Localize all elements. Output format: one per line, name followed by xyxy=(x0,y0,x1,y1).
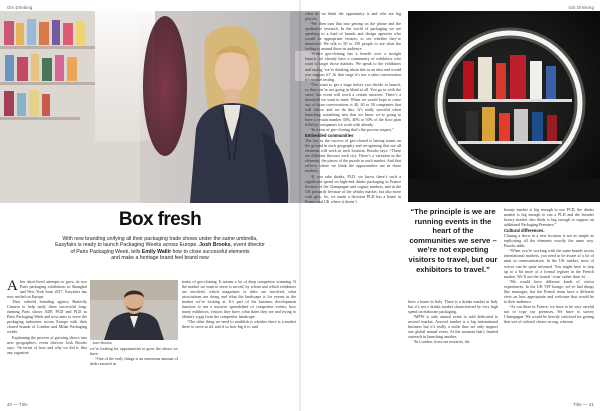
portrait-caption: Josh Brooks xyxy=(92,341,112,345)
right-running-head: Gin Drinking xyxy=(568,5,594,10)
col4-paragraph-6: The key to the success of geo-cloned is having teams on the ground in each geography and recognising that not all elements will work in each location, Brooks says: “These are different flavours each city. There’s a variation in the elements, the pieces of the puzzle in each market. And that reflects where we think the opportunities are in those markets. xyxy=(305,138,401,174)
standfirst-line2a: Easyfairs is ready to launch Packaging Weeks across Europe. xyxy=(55,242,200,249)
col4-paragraph-7: “If you take drinks, PLD, we know there’s such a significant spend on high-end drinks packaging in France because of the Champagne and cognac markets, and in the UK primarily because of the whisky market, but also more craft gins. So, we made a decision PLD has a home in France and UK where it doesn’t xyxy=(305,173,401,204)
col1-paragraph-3: Explaining the process of growing shows into new geographies, event director Josh Brooks says: “In terms of how and why we did it, like any organiser xyxy=(7,334,87,355)
standfirst-line3a: of Paris Packaging Week, tells xyxy=(70,248,142,255)
portrait-photo-josh-brooks xyxy=(90,280,178,340)
col3-paragraph-2: “The other thing we need to establish is whether there is a market there to serve at all, and if so how big it is, and xyxy=(182,319,296,330)
col6-paragraph-3: “When you’re working with the same brands across international markets, you need to be aware of a lot of mini in communication. In the UK market, most of voices can be quite informal. You might have to step up to a bit more of a formal register in the French market. We’ll use the formal ‘vous’ rather than ‘tu’. xyxy=(504,248,594,279)
standfirst-line3b: how to close successful elements xyxy=(171,248,250,255)
drop-cap: A xyxy=(7,279,18,294)
left-page-number: 40 — Title xyxy=(7,402,28,407)
col3-paragraph-1: terms of geo-cloning. It means a lot of deep competitor scanning. If the market we want to serve is served, by whom and which exhibitors are involved, which magazines or titles are involved, what associations are doing and what the landscape is for events in the market we’re looking at. It’s part of the business development function to run a massive spreadsheet of competitor events, how many exhibitors, visitors they have, what dates they are and trying to identify a gap from the competitor landscape. xyxy=(182,279,296,320)
display-photo-illuminated-products xyxy=(408,11,600,202)
col6-paragraph-4: “We would have different kinds of visitor experiences. In the UK VIP lounge, we’ve had things like massages, but the French team have a different view on how appropriate and welcome that would be to their audience. xyxy=(504,278,594,304)
pull-quote: “The principle is we are running events in the heart of the communities we serve – we’re not expecting visitors to travel, but our exhibitors to travel.” xyxy=(408,207,498,274)
body-column-6 xyxy=(504,207,594,399)
col2-paragraph-1: we’re looking for opportunities to grow the shows we have. xyxy=(90,346,178,357)
col6-paragraph-5: “As out there in France, we have to be very careful not to copy our premises. We have to survey Champagne. We would be heavily criticised for getting that sort of cultural choice wrong, whereas xyxy=(504,303,594,325)
body-column-3 xyxy=(182,279,296,399)
subheading-embedded-communities: Embedded communities xyxy=(305,133,354,139)
body-column-5 xyxy=(408,299,498,399)
col4-paragraph-1: what do we think the opportunity is and who are big players. xyxy=(305,11,401,22)
left-running-head: Gin Drinking xyxy=(7,5,33,10)
col5-paragraph-1: have a home in Italy. There is a drinks market in Italy but it’s not a drinks market characterised by very high spend on elaborate packaging. xyxy=(408,299,498,315)
col5-paragraph-2: “MPW is only annual event to sold dedicated to aerosol market. Aerosol market is a big international business but it’s really a niche thus we only support one global annual event. At the moment that’s limited outreach in launching another. xyxy=(408,314,498,340)
col4-paragraph-5: “In terms of geo-cloning that’s the process respect.” xyxy=(310,127,395,133)
standfirst-name-emily: Emily Wallir xyxy=(141,248,172,255)
body-column-2 xyxy=(90,346,178,401)
main-photo-woman-in-store xyxy=(0,11,320,203)
standfirst-name-josh: Josh Brooks xyxy=(199,242,231,249)
col4-paragraph-2: “We then turn that into getting on the phone and the qualitative research. In the world of packaging we are speaking to a load of brands and design agencies who would be appropriate visitors, to see whether they’re interested. We talk to 50 to 150 people to see what the feeling is around those as audience. xyxy=(305,21,401,52)
col2-paragraph-2: “One of the early things is an enormous amount of desk research in xyxy=(90,356,178,367)
article-headline: Box fresh xyxy=(118,209,202,230)
standfirst-line1: With new branding unifying all their packaging trade shows under the same umbrella, xyxy=(62,236,258,242)
col6-paragraph-1: beauty market is big enough to use PCD, the drinks market is big enough to run a PLD and the broader luxury market also think is big enough to support an additional Packaging Premiere.” xyxy=(504,207,594,228)
subheading-cultural-differences: Cultural differences. xyxy=(504,228,545,234)
article-standfirst xyxy=(20,236,300,262)
standfirst-line2b: , event director xyxy=(230,242,265,249)
col5-paragraph-3: “In London, from our research, the xyxy=(413,339,470,345)
col1-paragraph-2: They ordered branding agency Butterfly Cannon to help unify three successful long-running Paris shows ADF, PCD and PLD as Paris Packaging Week and now aims to serve the packaging industries across Europe with their cloned brands of London and Milan Packaging weeks. xyxy=(7,299,87,335)
page-gutter xyxy=(299,0,301,411)
col1-intro: fter short-lived attempts to grow its two Paris packaging exhibitions in Shanghai and New York from 2017, Easyfairs has now settled on Europe. xyxy=(7,279,87,300)
col6-paragraph-2: Cloning a show in a new location is not as simple as replicating all the elements exactly the same way. Brooks adds: xyxy=(504,233,594,249)
body-column-1 xyxy=(7,279,87,399)
standfirst-line4: and make a heritage brand feel brand new xyxy=(111,255,209,262)
right-page-number: Title — 41 xyxy=(573,402,594,407)
col4-paragraph-4: “You want to get a stage before you decide to launch, so that you’re not going in blind at all. You go in with the sense this event will reach a certain turnover. There’s a threshold we want to meet. When we would hope to come out of those conversations is 40, 40 or 50 companies that will follow and we do this. It’s really stressful when launching something new that we know we’re going to have a certain number 30%, 40% or 50% of the floor plan filled by companies we work with already. xyxy=(305,81,401,128)
col4-paragraph-3: “Where geo-cloning has a benefit over a straight launch, we already have a community of exhibitors who want to target those markets. We speak to the exhibitors and saying ‘we’re thinking about this as an idea and would you support it?’ At that stage it’s not a sales conversation it’s market testing. xyxy=(305,51,401,82)
body-column-4 xyxy=(305,11,401,399)
